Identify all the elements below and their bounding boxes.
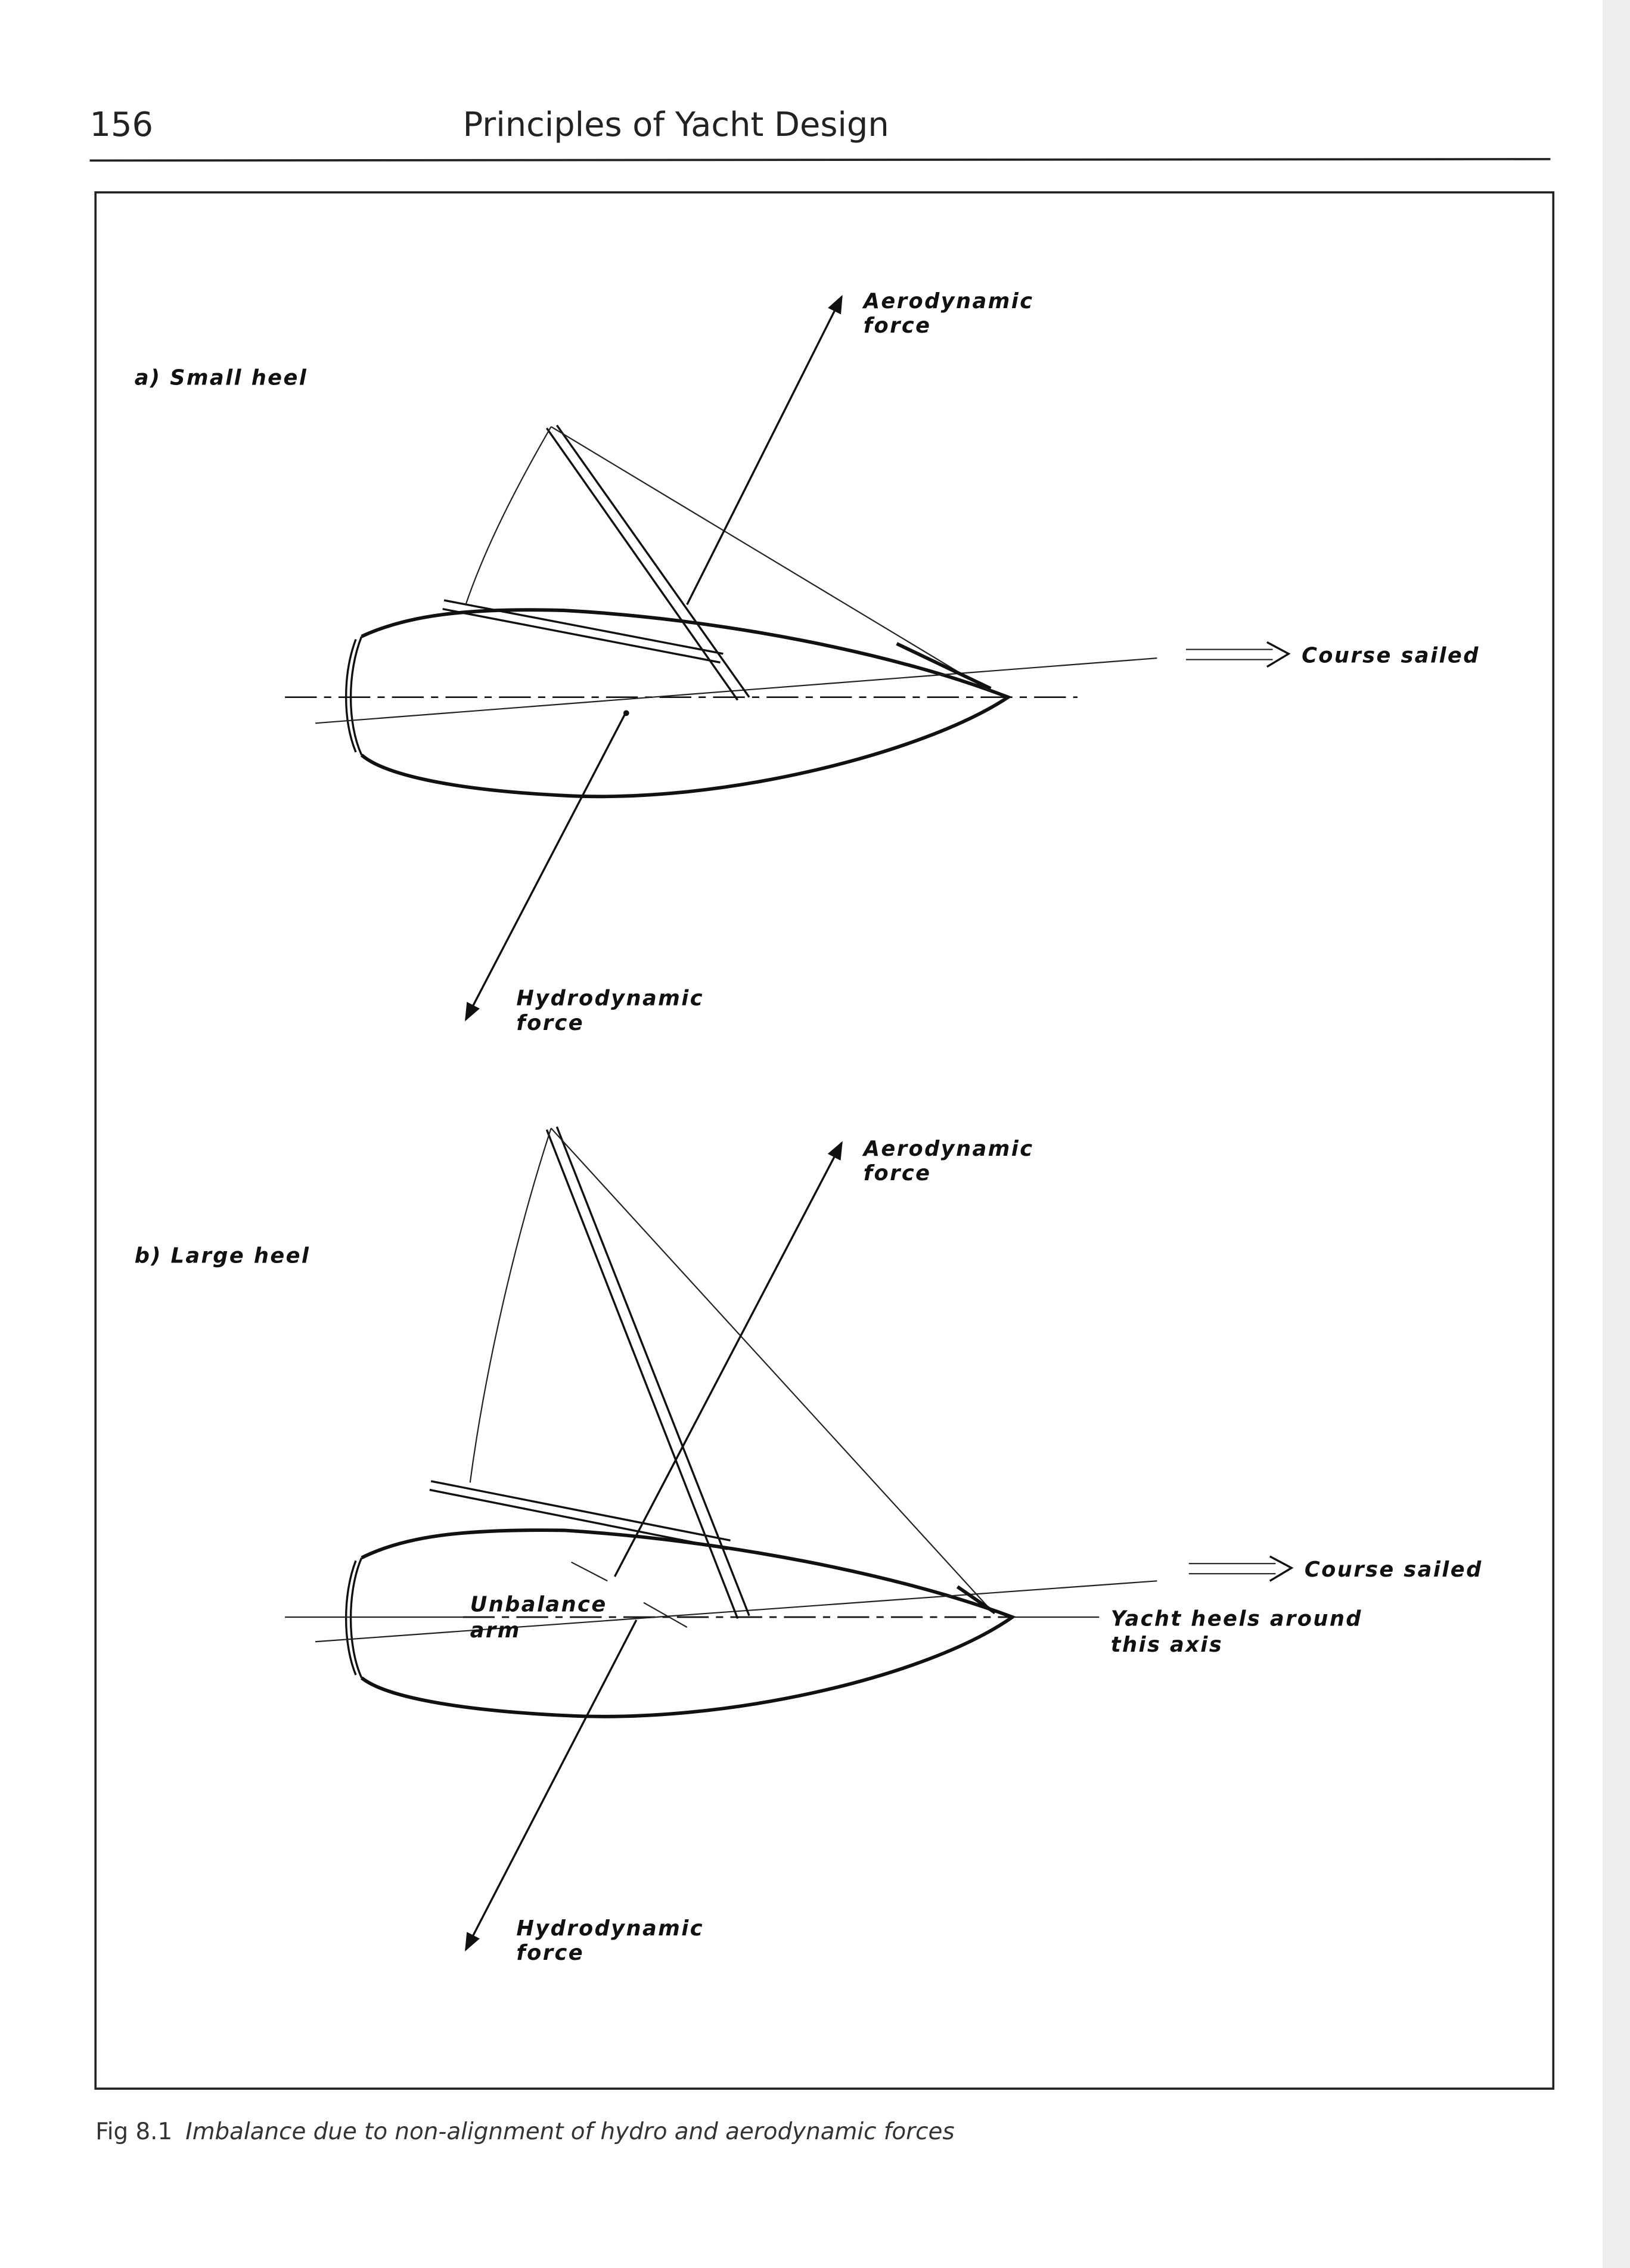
unbalance-arm-tick-1 <box>572 1562 608 1581</box>
course-line <box>315 658 1157 723</box>
mainsail-leech <box>470 1128 551 1483</box>
heel-axis-label-1: Yacht heels around <box>1110 1606 1362 1631</box>
transom-outer <box>351 1558 362 1678</box>
hull-outline <box>362 1530 1013 1717</box>
figure-number: Fig 8.1 <box>95 2118 173 2146</box>
page-edge-shadow <box>1603 0 1630 2268</box>
panel-a-small-heel <box>135 289 1480 1035</box>
forestay <box>551 427 991 691</box>
figure-caption-text: Imbalance due to non-alignment of hydro and aerodynamic forces <box>185 2118 955 2146</box>
heel-axis-label-2: this axis <box>1110 1633 1224 1658</box>
aero-label-2: force <box>863 314 932 339</box>
panel-b-label: b) Large heel <box>134 1243 311 1268</box>
boom-side-1 <box>444 600 723 654</box>
panel-b-large-heel <box>135 1127 1483 1965</box>
aerodynamic-force-arrow <box>687 296 842 604</box>
hydro-label-2: force <box>516 1941 585 1966</box>
hull-outline <box>362 610 1008 796</box>
unbalance-label-2: arm <box>470 1618 521 1643</box>
page-number: 156 <box>89 106 154 145</box>
hydro-label-2: force <box>516 1010 585 1035</box>
mast-side-2 <box>557 1127 749 1615</box>
hydro-label-1: Hydrodynamic <box>516 1916 704 1941</box>
mast-side-2 <box>557 425 749 697</box>
centre-of-lateral-resistance <box>623 710 629 716</box>
transom-outer <box>351 637 362 755</box>
panel-a-label: a) Small heel <box>134 365 308 390</box>
running-title: Principles of Yacht Design <box>462 106 889 145</box>
figure-caption <box>95 2118 954 2145</box>
course-line <box>315 1581 1157 1642</box>
mainsail-leech <box>465 427 551 604</box>
course-sailed-label: Course sailed <box>1304 1557 1483 1583</box>
forestay <box>551 1128 991 1610</box>
aero-label-2: force <box>863 1161 932 1186</box>
hydrodynamic-force-arrow <box>465 712 626 1020</box>
aero-label-1: Aerodynamic <box>863 1136 1034 1161</box>
header-rule <box>90 159 1551 160</box>
unbalance-label-1: Unbalance <box>470 1592 607 1617</box>
figure-frame <box>95 193 1553 2089</box>
boom-side-2 <box>430 1490 728 1549</box>
hydro-label-1: Hydrodynamic <box>516 986 704 1011</box>
course-sailed-label: Course sailed <box>1302 643 1480 668</box>
course-sailed-arrow-icon <box>1186 642 1289 666</box>
aero-label-1: Aerodynamic <box>863 288 1034 314</box>
hydrodynamic-force-arrow <box>465 1620 636 1950</box>
course-sailed-arrow-icon <box>1189 1556 1291 1581</box>
